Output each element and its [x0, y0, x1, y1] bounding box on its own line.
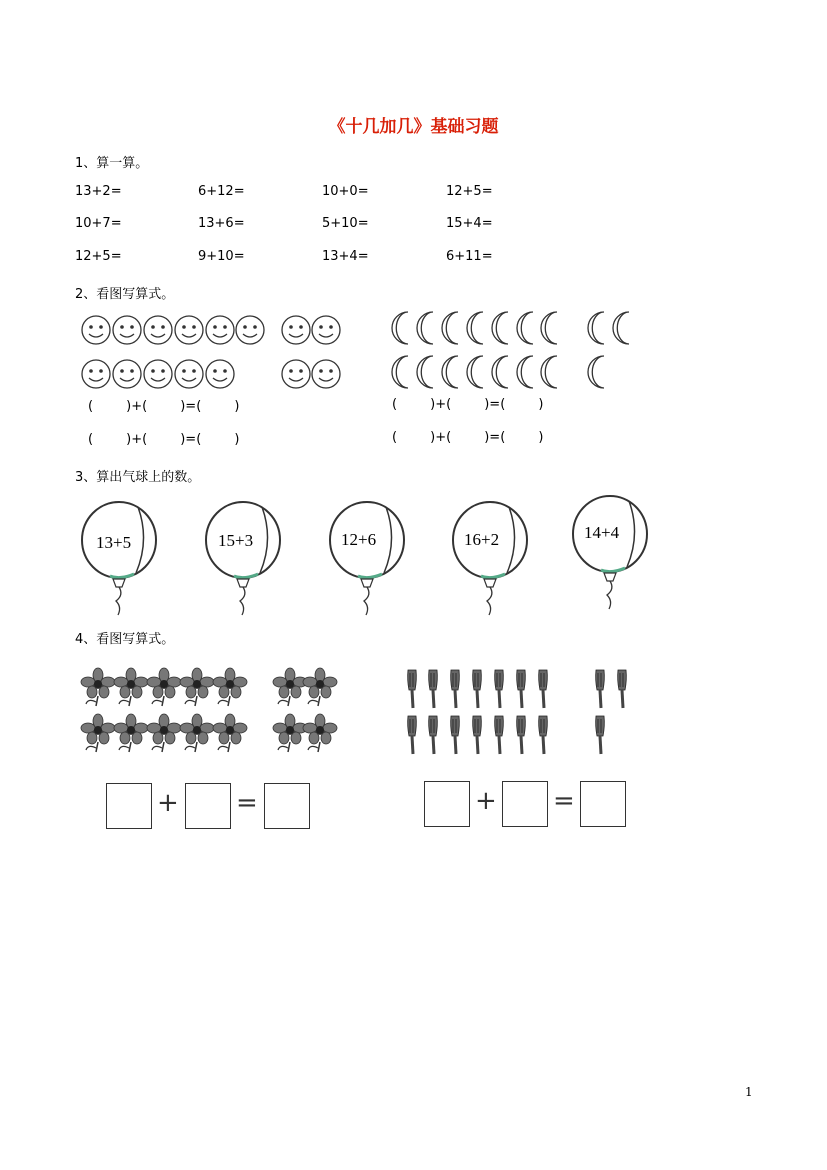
smiley-icon — [113, 316, 141, 344]
moon-icon — [392, 356, 408, 388]
brush-icon — [429, 670, 438, 708]
brush-icon — [473, 716, 482, 754]
flower-icon — [303, 714, 337, 752]
equation: 6+11= — [446, 249, 493, 264]
answer-box[interactable] — [424, 781, 470, 827]
section-4-heading: 4、看图写算式。 — [75, 632, 175, 647]
balloon-expression: 13+5 — [96, 533, 132, 552]
smiley-icon — [282, 316, 310, 344]
equals-sign: = — [236, 788, 258, 818]
moon-icon — [492, 356, 508, 388]
smiley-icon — [175, 360, 203, 388]
brush-icon — [539, 670, 548, 708]
answer-line[interactable]: ( )+( )=( ) — [392, 397, 544, 412]
moon-icon — [392, 312, 408, 344]
answer-box[interactable] — [502, 781, 548, 827]
balloon-expression: 14+4 — [584, 523, 620, 542]
moon-icon — [517, 312, 533, 344]
moon-icon — [541, 356, 557, 388]
equals-sign: = — [553, 786, 575, 816]
brush-icon — [451, 716, 460, 754]
flower-icon — [147, 668, 181, 706]
flower-icon — [273, 668, 307, 706]
smiley-icon — [82, 316, 110, 344]
brush-icon — [539, 716, 548, 754]
brush-icon — [495, 670, 504, 708]
brush-icon — [596, 716, 605, 754]
answer-box[interactable] — [106, 783, 152, 829]
equation: 9+10= — [198, 249, 245, 264]
page-title: 《十几加几》基础习题 — [328, 117, 499, 137]
smiley-icon — [82, 360, 110, 388]
smiley-icon — [312, 316, 340, 344]
plus-sign: + — [475, 786, 497, 816]
equation: 12+5= — [75, 249, 122, 264]
equation: 15+4= — [446, 216, 493, 231]
balloon-expression: 15+3 — [218, 531, 254, 550]
brush-icon — [451, 670, 460, 708]
equation: 10+7= — [75, 216, 122, 231]
moon-icon — [467, 312, 483, 344]
equation: 13+4= — [322, 249, 369, 264]
moon-icon — [417, 356, 433, 388]
moon-icon — [417, 312, 433, 344]
smiley-icon — [282, 360, 310, 388]
balloon — [449, 495, 533, 620]
brush-icon — [517, 670, 526, 708]
moon-icon — [588, 356, 604, 388]
smiley-icon — [175, 316, 203, 344]
balloon — [326, 495, 410, 620]
balloons-row — [78, 495, 638, 620]
moons-illustration — [388, 310, 638, 394]
brush-icon — [408, 670, 417, 708]
smiley-icon — [206, 360, 234, 388]
equation: 10+0= — [322, 184, 369, 199]
brush-icon — [473, 670, 482, 708]
flower-icon — [147, 714, 181, 752]
balloon-expression: 16+2 — [464, 530, 500, 549]
moon-icon — [613, 312, 629, 344]
section-1-heading: 1、算一算。 — [75, 156, 149, 171]
flower-icon — [273, 714, 307, 752]
flower-icon — [180, 668, 214, 706]
equation: 6+12= — [198, 184, 245, 199]
equation: 12+5= — [446, 184, 493, 199]
smiley-icon — [236, 316, 264, 344]
smiley-faces-illustration — [80, 312, 350, 396]
smiley-icon — [144, 360, 172, 388]
brush-icon — [517, 716, 526, 754]
smiley-icon — [206, 316, 234, 344]
page-number: 1 — [745, 1085, 753, 1099]
flower-icon — [213, 714, 247, 752]
plus-sign: + — [157, 788, 179, 818]
answer-box[interactable] — [580, 781, 626, 827]
answer-box[interactable] — [264, 783, 310, 829]
flower-icon — [303, 668, 337, 706]
moon-icon — [442, 312, 458, 344]
moon-icon — [467, 356, 483, 388]
brush-icon — [495, 716, 504, 754]
balloon — [569, 491, 653, 616]
section-2-heading: 2、看图写算式。 — [75, 287, 175, 302]
equation: 13+2= — [75, 184, 122, 199]
moon-icon — [588, 312, 604, 344]
equation: 5+10= — [322, 216, 369, 231]
moon-icon — [492, 312, 508, 344]
answer-line[interactable]: ( )+( )=( ) — [88, 399, 240, 414]
flower-icon — [114, 714, 148, 752]
brush-icon — [429, 716, 438, 754]
smiley-icon — [144, 316, 172, 344]
balloon — [202, 495, 286, 620]
flower-icon — [114, 668, 148, 706]
equation: 13+6= — [198, 216, 245, 231]
answer-box[interactable] — [185, 783, 231, 829]
flower-icon — [81, 668, 115, 706]
flower-icon — [213, 668, 247, 706]
smiley-icon — [113, 360, 141, 388]
balloon-expression: 12+6 — [341, 530, 377, 549]
moon-icon — [442, 356, 458, 388]
moon-icon — [517, 356, 533, 388]
balloon — [78, 495, 162, 620]
answer-line[interactable]: ( )+( )=( ) — [392, 430, 544, 445]
section-3-heading: 3、算出气球上的数。 — [75, 470, 201, 485]
brushes-illustration — [402, 664, 642, 764]
moon-icon — [541, 312, 557, 344]
flower-icon — [81, 714, 115, 752]
answer-line[interactable]: ( )+( )=( ) — [88, 432, 240, 447]
flower-icon — [180, 714, 214, 752]
flowers-illustration — [80, 668, 340, 764]
brush-icon — [408, 716, 417, 754]
brush-icon — [596, 670, 605, 708]
smiley-icon — [312, 360, 340, 388]
brush-icon — [618, 670, 627, 708]
